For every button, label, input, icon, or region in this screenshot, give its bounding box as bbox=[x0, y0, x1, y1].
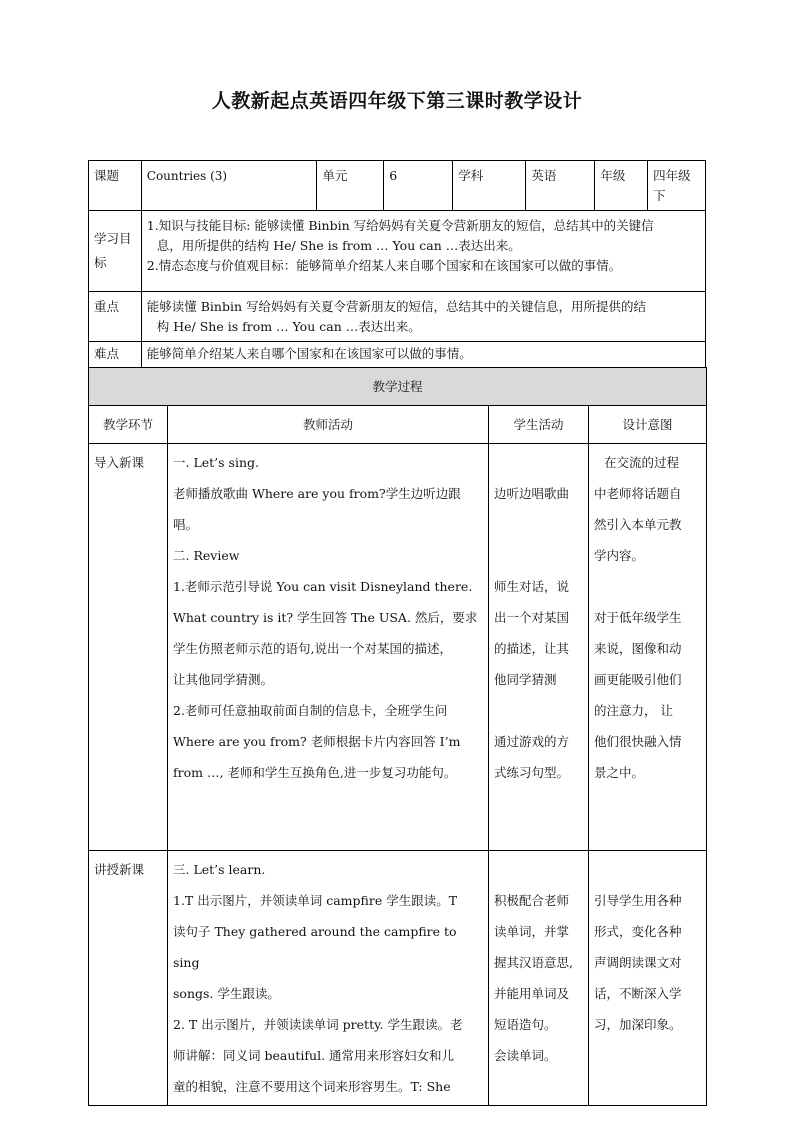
teach-intent-line: 话，不断深入学 bbox=[594, 986, 682, 1001]
header-teacher: 教师活动 bbox=[168, 406, 489, 444]
intro-student-line: 的描述，让其 bbox=[494, 641, 570, 656]
page-title: 人教新起点英语四年级下第三课时教学设计 bbox=[211, 90, 583, 112]
intro-student-line bbox=[494, 447, 583, 478]
intro-intent-line: 在交流的过程 bbox=[604, 455, 680, 470]
teach-teacher-line: 2. T 出示图片，并领读读单词 pretty. 学生跟读。老 bbox=[173, 1017, 463, 1032]
goals-content bbox=[141, 211, 705, 292]
header-stage: 教学环节 bbox=[89, 406, 168, 444]
teach-teacher-line: 读句子 They gathered around the campfire to sing bbox=[173, 924, 457, 970]
intro-teacher-line: from …, 老师和学生互换角色,进一步复习功能句。 bbox=[173, 765, 457, 780]
goals-line-1: 1.知识与技能目标: 能够读懂 Binbin 写给妈妈有关夏令营新朋友的短信，总结其中的关键信 bbox=[146, 218, 654, 233]
intro-teacher-line: Where are you from? 老师根据卡片内容回答 I’m bbox=[173, 734, 461, 749]
intro-intent-line: 然引入本单元教 bbox=[594, 517, 682, 532]
goals-line-3: 2.情态态度与价值观目标：能够简单介绍某人来自哪个国家和在该国家可以做的事情。 bbox=[146, 258, 622, 273]
unit-value: 6 bbox=[384, 161, 453, 211]
intro-stage: 导入新课 bbox=[89, 444, 168, 851]
teach-teacher-line: 师讲解：同义词 beautiful. 通常用来形容妇女和儿 bbox=[173, 1048, 455, 1063]
teach-teacher bbox=[168, 851, 489, 1106]
teach-intent-line bbox=[594, 854, 701, 885]
intro-student-line: 他同学猜测 bbox=[494, 672, 557, 687]
process-band: 教学过程 bbox=[89, 368, 707, 406]
unit-label: 单元 bbox=[317, 161, 384, 211]
intro-intent-line: 景之中。 bbox=[594, 765, 645, 780]
intro-student bbox=[489, 444, 589, 851]
teach-intent-line: 形式，变化各种 bbox=[594, 924, 682, 939]
intro-teacher-line: 学生仿照老师示范的语句,说出一个对某国的描述， bbox=[173, 641, 452, 656]
key-line-1: 能够读懂 Binbin 写给妈妈有关夏令营新朋友的短信，总结其中的关键信息，用所提供的结 bbox=[146, 299, 646, 314]
key-line-2: 构 He/ She is from … You can …表达出来。 bbox=[156, 319, 421, 334]
subject-value: 英语 bbox=[526, 161, 595, 211]
intro-teacher-line: 老师播放歌曲 Where are you from?学生边听边跟唱。 bbox=[173, 486, 461, 532]
goals-line-2: 息，用所提供的结构 He/ She is from … You can …表达出来。 bbox=[156, 238, 521, 253]
teach-intent-line: 引导学生用各种 bbox=[594, 893, 682, 908]
subject-label: 学科 bbox=[453, 161, 526, 211]
teach-teacher-line: 1.T 出示图片，并领读单词 campfire 学生跟读。T bbox=[173, 893, 458, 908]
teach-intent bbox=[589, 851, 707, 1106]
intro-intent-line: 中老师将话题自 bbox=[594, 486, 682, 501]
intro-intent-line: 学内容。 bbox=[594, 548, 645, 563]
intro-teacher-line: 一. Let’s sing. bbox=[173, 455, 259, 470]
topic-value: Countries (3) bbox=[141, 161, 317, 211]
grade-value: 四年级下 bbox=[648, 161, 706, 211]
intro-intent-line: 的注意力， 让 bbox=[594, 703, 673, 718]
teach-student-line: 短语造句。 bbox=[494, 1017, 557, 1032]
teach-student-line bbox=[494, 854, 583, 885]
intro-intent-line: 对于低年级学生 bbox=[594, 610, 682, 625]
intro-intent-line: 画更能吸引他们 bbox=[594, 672, 682, 687]
teach-student-line: 积极配合老师 bbox=[494, 893, 570, 908]
intro-intent-line: 他们很快融入情 bbox=[594, 734, 682, 749]
intro-teacher-line: 1.老师示范引导说 You can visit Disneyland there. bbox=[173, 579, 473, 594]
intro-student-line: 式练习句型。 bbox=[494, 765, 570, 780]
intro-intent-line: 来说，图像和动 bbox=[594, 641, 682, 656]
intro-student-line: 出一个对某国 bbox=[494, 610, 570, 625]
teach-intent-line: 声调朗读课文对 bbox=[594, 955, 682, 970]
teach-teacher-line: songs. 学生跟读。 bbox=[173, 986, 280, 1001]
teach-student-line: 握其汉语意思, bbox=[494, 955, 573, 970]
teach-student-line: 并能用单词及 bbox=[494, 986, 570, 1001]
grade-label: 年级 bbox=[595, 161, 648, 211]
intro-teacher bbox=[168, 444, 489, 851]
teach-intent-line: 习，加深印象。 bbox=[594, 1017, 682, 1032]
intro-teacher-line: 2.老师可任意抽取前面自制的信息卡，全班学生问 bbox=[173, 703, 448, 718]
goals-label: 学习目标 bbox=[89, 211, 142, 292]
topic-label: 课题 bbox=[89, 161, 142, 211]
difficult-content: 能够简单介绍某人来自哪个国家和在该国家可以做的事情。 bbox=[141, 342, 705, 369]
intro-student-line: 通过游戏的方 bbox=[494, 734, 570, 749]
teach-teacher-line: 童的相貌，注意不要用这个词来形容男生。T: She bbox=[173, 1079, 451, 1094]
intro-intent bbox=[589, 444, 707, 851]
intro-teacher-line: 二. Review bbox=[173, 548, 240, 563]
header-intent: 设计意图 bbox=[589, 406, 707, 444]
teach-student-line: 读单词，并掌 bbox=[494, 924, 570, 939]
intro-teacher-line: What country is it? 学生回答 The USA. 然后，要求 bbox=[173, 610, 478, 625]
teach-student bbox=[489, 851, 589, 1106]
header-student: 学生活动 bbox=[489, 406, 589, 444]
intro-student-line: 边听边唱歌曲 bbox=[494, 486, 570, 501]
key-label: 重点 bbox=[89, 292, 142, 342]
info-table bbox=[88, 160, 706, 369]
intro-student-line bbox=[494, 509, 583, 540]
intro-teacher-line: 让其他同学猜测。 bbox=[173, 672, 274, 687]
key-content bbox=[141, 292, 705, 342]
process-table bbox=[88, 367, 707, 1106]
teach-student-line: 会读单词。 bbox=[494, 1048, 557, 1063]
intro-student-line bbox=[494, 540, 583, 571]
difficult-label: 难点 bbox=[89, 342, 142, 369]
intro-student-line: 师生对话，说 bbox=[494, 579, 570, 594]
teach-teacher-line: 三. Let’s learn. bbox=[173, 862, 266, 877]
intro-intent-line bbox=[594, 571, 701, 602]
intro-student-line bbox=[494, 695, 583, 726]
teach-stage: 讲授新课 bbox=[89, 851, 168, 1106]
